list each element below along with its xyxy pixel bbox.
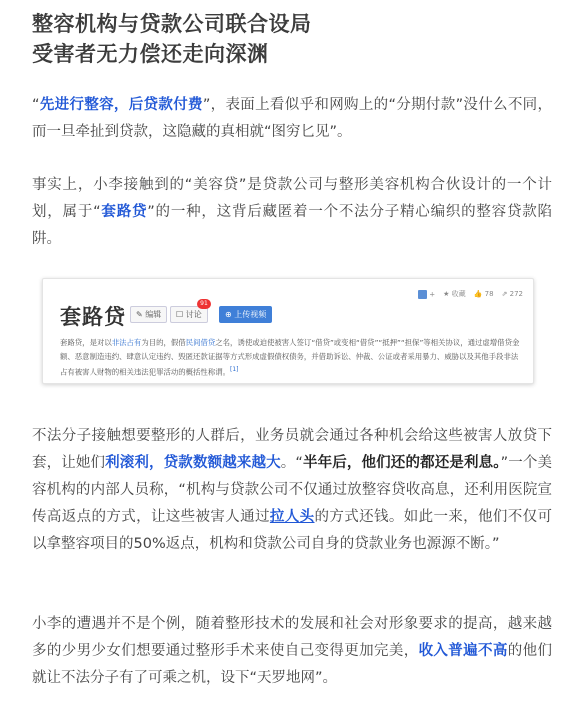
paragraph-text: 。“	[280, 455, 303, 471]
edit-button[interactable]: ✎ 编辑	[130, 306, 167, 323]
paragraph-2	[32, 172, 552, 253]
paragraph-text: ”，表面上看似乎和网购上的“分期付款”没什么不同，而一旦牵扯到贷款，这隐藏的真相就“图穷匕见”。	[32, 97, 552, 140]
article-title	[32, 9, 312, 69]
bold-text: 半年后，他们还的都还是利息。	[302, 455, 501, 471]
paragraph-3	[32, 423, 552, 558]
highlight-text: 套路贷	[100, 204, 148, 220]
add-icon[interactable]: +	[418, 290, 435, 299]
paragraph-4	[32, 611, 552, 692]
card-body: 套路贷，是对以非法占有为目的，假借民间借贷之名，诱使或迫使被害人签订“借贷”或变相“借贷”“抵押”“担保”等相关协议，通过虚增借贷金额、恶意制造违约、肆意认定违约、毁匿还款证据等方式形成虚假债权债务，并借助诉讼、仲裁、公证或者采用暴力、威胁以及其他手段非法占有被害人财物的相关违法犯罪活动的概括性称谓。[1]	[60, 338, 520, 377]
highlight-text: 收入普遍不高	[418, 643, 508, 659]
share-button[interactable]: ⇗ 272	[501, 290, 523, 298]
title-line-2: 受害者无力偿还走向深渊	[32, 41, 269, 66]
star-icon: ★	[443, 290, 452, 298]
paragraph-1	[32, 92, 552, 146]
paragraph-text: 的方式还钱。如此一来，他们不仅可以拿整容项目的50%返点，机构和贷款公司自身的贷款业务也源源不断。”	[32, 509, 553, 552]
card-title: 套路贷	[60, 305, 126, 329]
paragraph-text: 的他们就让不法分子有了可乘之机，设下“天罗地网”。	[32, 643, 553, 686]
discuss-count-badge: 91	[197, 299, 211, 309]
plus-icon: ⊕	[225, 310, 235, 319]
like-button[interactable]: 👍 78	[473, 290, 494, 298]
link-illegal-possession[interactable]: 非法占有	[111, 338, 142, 347]
highlight-text-underlined: 拉人头	[269, 509, 315, 525]
paragraph-text: ”一个美容机构的内部人员称，“机构与贷款公司不仅通过放整容贷收高息，还利用医院宣传高返点的方式，让这些被害人通过	[32, 455, 553, 525]
paragraph-text: 事实上，小李接触到的“美容贷”是贷款公司与整形美容机构合伙设计的一个计划，属于“	[32, 177, 552, 220]
paragraph-text: 小李的遭遇并不是个例，随着整形技术的发展和社会对形象要求的提高，越来越多的少男少女们想要通过整形手术来使自己变得更加完美，	[32, 616, 552, 659]
favorite-button[interactable]: ★ 收藏	[443, 290, 466, 298]
discuss-label: 讨论	[185, 310, 202, 319]
upload-label: 上传视频	[234, 310, 267, 319]
chat-icon: ☐	[176, 310, 186, 319]
thumbs-up-icon: 👍	[473, 290, 485, 298]
highlight-text: 先进行整容，后贷款付费	[39, 97, 203, 113]
link-private-lending[interactable]: 民间借贷	[185, 338, 216, 347]
highlight-text: 利滚利，贷款数额越来越大	[105, 455, 281, 471]
upload-video-button[interactable]	[219, 306, 272, 323]
card-stats	[418, 289, 523, 299]
paragraph-text: ”的一种，这背后藏匿着一个不法分子精心编织的整容贷款陷阱。	[32, 204, 553, 247]
share-icon: ⇗	[501, 290, 510, 298]
title-line-1: 整容机构与贷款公司联合设局	[32, 11, 312, 36]
paragraph-text: 不法分子接触想要整形的人群后，业务员就会通过各种机会给这些被害人放贷下套，让她们	[32, 428, 552, 471]
reference-link[interactable]: [1]	[230, 366, 239, 373]
quote-open: “	[32, 97, 40, 113]
encyclopedia-screenshot-card	[42, 278, 534, 384]
